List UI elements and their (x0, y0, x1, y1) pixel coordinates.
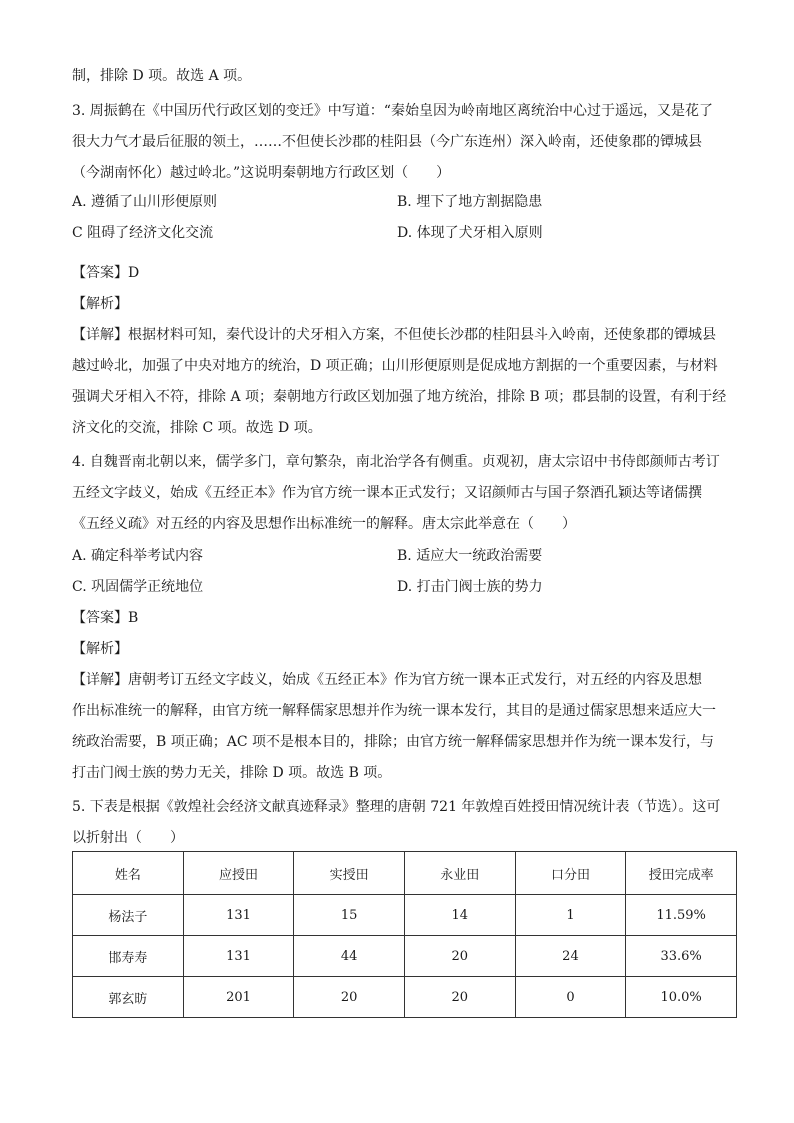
text-line: 五经文字歧义，始成《五经正本》作为官方统一课本正式发行；又诏颜师古与国子祭酒孔颖达等诸儒撰 (72, 485, 702, 501)
answer-option: B. 埋下了地方割据隐患 (397, 194, 543, 210)
text-line: 强调犬牙相入不符，排除 A 项；秦朝地方行政区划加强了地方统治，排除 B 项；郡县制的设置，有利于经 (72, 389, 727, 405)
table-header-row (73, 852, 737, 895)
table-cell: 1 (515, 895, 626, 936)
text-line: 【详解】根据材料可知，秦代设计的犬牙相入方案，不但使长沙郡的桂阳县斗入岭南，还使象郡的镡城县 (72, 327, 716, 343)
table-cell: 邯寿寿 (73, 936, 184, 977)
answer-option: D. 打击门阀士族的势力 (397, 579, 543, 595)
table-body (73, 895, 737, 1018)
answer-option: B. 适应大一统政治需要 (397, 548, 543, 564)
table-header-cell: 实授田 (294, 852, 405, 895)
text-line: 统政治需要，B 项正确；AC 项不是根本目的，排除；由官方统一解释儒家思想并作为统一课本发行，与 (72, 734, 715, 750)
text-line: 《五经义疏》对五经的内容及思想作出标准统一的解释。唐太宗此举意在（ ） (72, 516, 576, 532)
text-line: 作出标准统一的解释，由官方统一解释儒家思想并作为统一课本发行，其目的是通过儒家思想来适应大一 (72, 703, 716, 719)
table-cell: 20 (404, 977, 515, 1018)
answer-option: A. 确定科举考试内容 (72, 548, 204, 564)
table-cell: 201 (183, 977, 294, 1018)
table-row (73, 936, 737, 977)
table-cell: 14 (404, 895, 515, 936)
table-header-cell: 永业田 (404, 852, 515, 895)
text-line: 3. 周振鹤在《中国历代行政区划的变迁》中写道：“秦始皇因为岭南地区离统治中心过于遥远，又是花了 (72, 103, 713, 119)
text-line: 【答案】D (72, 265, 140, 281)
table-cell: 杨法子 (73, 895, 184, 936)
text-line: 越过岭北，加强了中央对地方的统治，D 项正确；山川形便原则是促成地方割据的一个重要因素，与材料 (72, 358, 718, 374)
table-cell: 0 (515, 977, 626, 1018)
table-cell: 131 (183, 936, 294, 977)
text-line: 以折射出（ ） (72, 830, 184, 846)
table-header-cell: 口分田 (515, 852, 626, 895)
table-cell: 20 (404, 936, 515, 977)
land-grant-table (72, 851, 737, 1018)
table-cell: 郭玄昉 (73, 977, 184, 1018)
text-line: 【详解】唐朝考订五经文字歧义，始成《五经正本》作为官方统一课本正式发行，对五经的内容及思想 (72, 672, 702, 688)
text-line: 【解析】 (72, 296, 128, 312)
text-line: 5. 下表是根据《敦煌社会经济文献真迹释录》整理的唐朝 721 年敦煌百姓授田情况统计表（节选）。这可 (72, 799, 721, 815)
table-header-cell: 应授田 (183, 852, 294, 895)
table-cell: 44 (294, 936, 405, 977)
table-header-cell: 姓名 (73, 852, 184, 895)
table-cell: 33.6% (626, 936, 737, 977)
table-row (73, 977, 737, 1018)
answer-option: D. 体现了犬牙相入原则 (397, 225, 543, 241)
table-cell: 10.0% (626, 977, 737, 1018)
text-line: 【解析】 (72, 641, 128, 657)
answer-option: C 阻碍了经济文化交流 (72, 225, 214, 241)
table-row (73, 895, 737, 936)
table-cell: 24 (515, 936, 626, 977)
text-line: 济文化的交流，排除 C 项。故选 D 项。 (72, 420, 322, 436)
answer-option: A. 遵循了山川形便原则 (72, 194, 218, 210)
text-line: （今湖南怀化）越过岭北。”这说明秦朝地方行政区划（ ） (72, 165, 451, 181)
text-line: 【答案】B (72, 610, 139, 626)
text-line: 4. 自魏晋南北朝以来，儒学多门，章句繁杂，南北治学各有侧重。贞观初，唐太宗诏中书侍郎颜师古考订 (72, 454, 720, 470)
table-header-cell: 授田完成率 (626, 852, 737, 895)
text-line: 很大力气才最后征服的领土，……不但使长沙郡的桂阳县（今广东连州）深入岭南，还使象郡的镡城县 (72, 134, 702, 150)
text-line: 制，排除 D 项。故选 A 项。 (72, 68, 252, 84)
table-cell: 20 (294, 977, 405, 1018)
table-cell: 131 (183, 895, 294, 936)
table-cell: 11.59% (626, 895, 737, 936)
table-cell: 15 (294, 895, 405, 936)
answer-option: C. 巩固儒学正统地位 (72, 579, 204, 595)
text-line: 打击门阀士族的势力无关，排除 D 项。故选 B 项。 (72, 765, 392, 781)
